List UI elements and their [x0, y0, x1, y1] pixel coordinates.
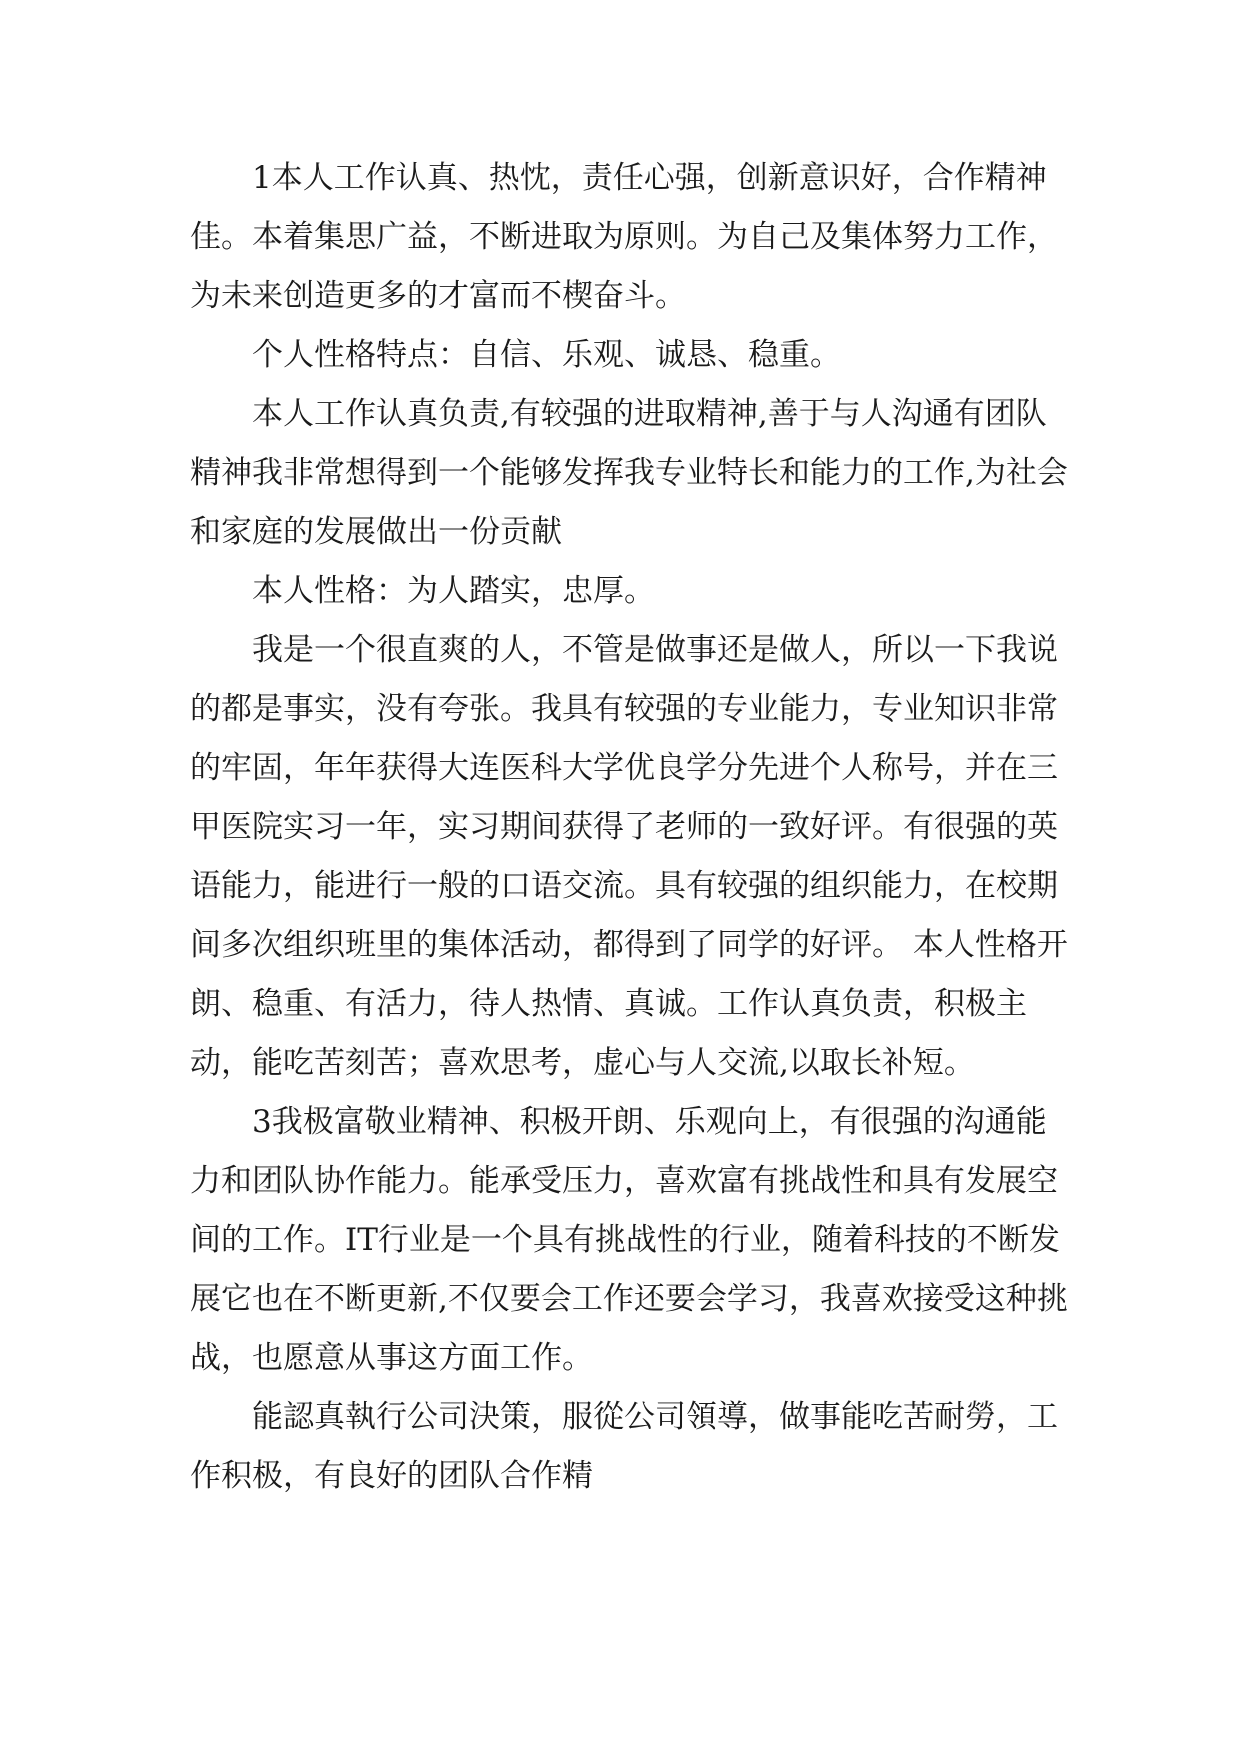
paragraph-4: 本人性格：为人踏实，忠厚。	[252, 573, 655, 609]
paragraph-7: 能認真執行公司決策，服從公司領導，做事能吃苦耐勞，工作积极，有良好的团队合作精	[190, 1399, 1058, 1494]
paragraph-2: 个人性格特点：自信、乐观、诚恳、稳重。	[252, 337, 841, 373]
paragraph-1: 1本人工作认真、热忱，责任心强，创新意识好，合作精神佳。本着集思广益，不断进取为原则。为自己及集体努力工作，为未来创造更多的才富而不楔奋斗。	[190, 160, 1058, 314]
paragraph-3: 本人工作认真负责,有较强的进取精神,善于与人沟通有团队精神我非常想得到一个能够发挥我专业特长和能力的工作,为社会和家庭的发展做出一份贡献	[190, 396, 1068, 550]
document-body	[190, 149, 1070, 1506]
paragraph-5: 我是一个很直爽的人，不管是做事还是做人，所以一下我说的都是事实，没有夸张。我具有较强的专业能力，专业知识非常的牢固，年年获得大连医科大学优良学分先进个人称号，并在三甲医院实习一年，实习期间获得了老师的一致好评。有很强的英语能力，能进行一般的口语交流。具有较强的组织能力，在校期间多次组织班里的集体活动，都得到了同学的好评。 本人性格开朗、稳重、有活力，待人热情、真诚。工作认真负责，积极主动，能吃苦刻苦；喜欢思考，虚心与人交流,以取长补短。	[190, 632, 1068, 1081]
paragraph-6: 3我极富敬业精神、积极开朗、乐观向上，有很强的沟通能力和团队协作能力。能承受压力，喜欢富有挑战性和具有发展空间的工作。IT行业是一个具有挑战性的行业，随着科技的不断发展它也在不断更新,不仅要会工作还要会学习，我喜欢接受这种挑战，也愿意从事这方面工作。	[190, 1104, 1068, 1376]
